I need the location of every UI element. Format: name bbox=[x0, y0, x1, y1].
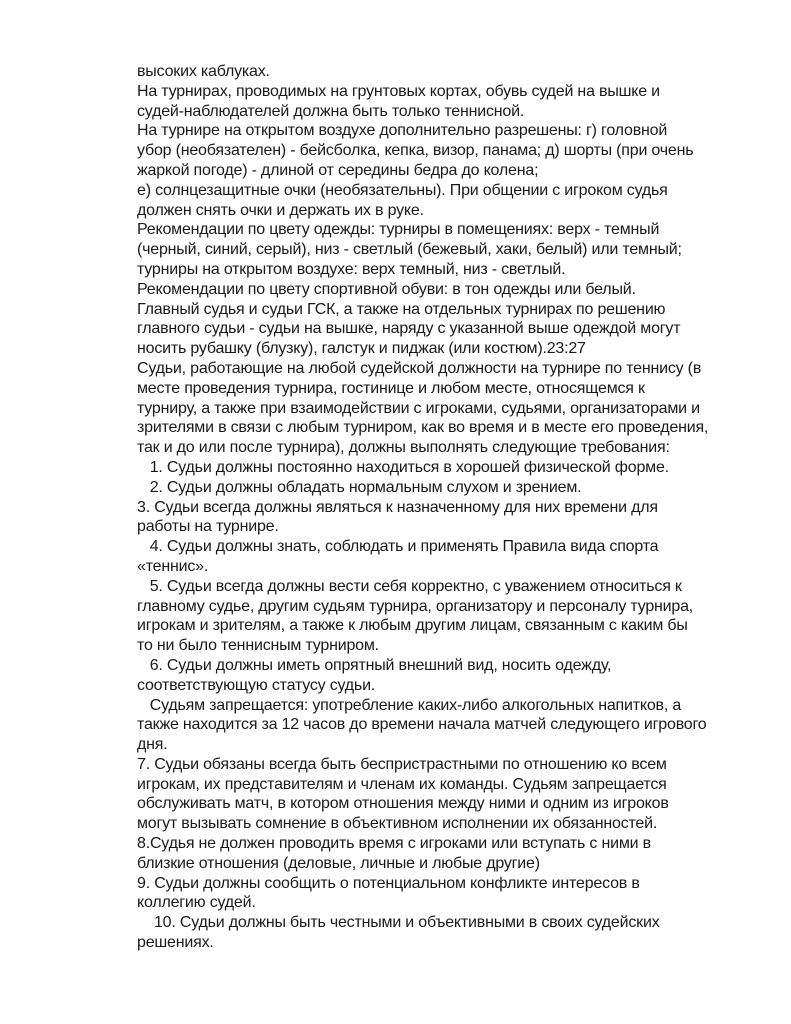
document-text bbox=[137, 62, 791, 953]
text-line: могут вызывать сомнение в объективном исполнении их обязанностей. bbox=[137, 815, 658, 833]
text-line: так и до или после турнира), должны выполнять следующие требования: bbox=[137, 439, 670, 457]
text-line: игрокам, их представителям и членам их команды. Судьям запрещается bbox=[137, 775, 667, 793]
text-line: работы на турнире. bbox=[137, 518, 279, 536]
text-line: обслуживать матч, в котором отношения между ними и одним из игроков bbox=[137, 795, 669, 813]
text-line: должен снять очки и держать их в руке. bbox=[137, 201, 424, 219]
text-line: 9. Судьи должны сообщить о потенциальном конфликте интересов в bbox=[137, 874, 640, 892]
text-line: Рекомендации по цвету одежды: турниры в помещениях: верх - темный bbox=[137, 221, 660, 239]
text-line: (черный, синий, серый), низ - светлый (бежевый, хаки, белый) или темный; bbox=[137, 241, 682, 259]
text-line: е) солнцезащитные очки (необязательны). При общении с игроком судья bbox=[137, 181, 668, 199]
text-line: 5. Судьи всегда должны вести себя корректно, с уважением относиться к bbox=[137, 577, 682, 595]
text-line: главного судьи - судьи на вышке, наряду с указанной выше одеждой могут bbox=[137, 320, 681, 338]
text-line: 10. Судьи должны быть честными и объективными в своих судейских bbox=[137, 914, 660, 932]
text-line: судей-наблюдателей должна быть только теннисной. bbox=[137, 102, 525, 120]
text-line: месте проведения турнира, гостинице и любом месте, относящемся к bbox=[137, 379, 645, 397]
text-line: На турнирах, проводимых на грунтовых кортах, обувь судей на вышке и bbox=[137, 82, 660, 100]
text-line: убор (необязателен) - бейсболка, кепка, визор, панама; д) шорты (при очень bbox=[137, 142, 694, 160]
text-line: Главный судья и судьи ГСК, а также на отдельных турнирах по решению bbox=[137, 300, 666, 318]
text-line: 4. Судьи должны знать, соблюдать и применять Правила вида спорта bbox=[137, 538, 659, 556]
text-line: соответствующую статусу судьи. bbox=[137, 676, 376, 694]
text-line: 6. Судьи должны иметь опрятный внешний вид, носить одежду, bbox=[137, 656, 612, 674]
text-line: дня. bbox=[137, 736, 168, 754]
text-line: 7. Судьи обязаны всегда быть беспристрастными по отношению ко всем bbox=[137, 755, 667, 773]
text-line: Рекомендации по цвету спортивной обуви: в тон одежды или белый. bbox=[137, 280, 636, 298]
text-line: жаркой погоде) - длиной от середины бедра до колена; bbox=[137, 161, 539, 179]
text-line: 1. Судьи должны постоянно находиться в хорошей физической форме. bbox=[137, 458, 669, 476]
text-line: коллегию судей. bbox=[137, 894, 256, 912]
text-line: 3. Судьи всегда должны являться к назначенному для них времени для bbox=[137, 498, 658, 516]
text-line: 8.Судья не должен проводить время с игроками или вступать с ними в bbox=[137, 835, 651, 853]
text-line: турниру, а также при взаимодействии с игроками, судьями, организаторами и bbox=[137, 399, 700, 417]
text-line: На турнире на открытом воздухе дополнительно разрешены: г) головной bbox=[137, 122, 668, 140]
text-line: 2. Судьи должны обладать нормальным слухом и зрением. bbox=[137, 478, 582, 496]
text-line: решениях. bbox=[137, 934, 214, 952]
text-line: турниры на открытом воздухе: верх темный, низ - светлый. bbox=[137, 260, 566, 278]
text-line: зрителями в связи с любым турниром, как во время и в месте его проведения, bbox=[137, 419, 709, 437]
text-line: Судьям запрещается: употребление каких-либо алкогольных напитков, а bbox=[137, 696, 682, 714]
text-line: также находится за 12 часов до времени начала матчей следующего игрового bbox=[137, 716, 707, 734]
text-line: носить рубашку (блузку), галстук и пиджак (или костюм).23:27 bbox=[137, 340, 586, 358]
text-line: Судьи, работающие на любой судейской должности на турнире по теннису (в bbox=[137, 359, 702, 377]
text-line: «теннис». bbox=[137, 557, 209, 575]
text-line: игрокам и зрителям, а также к любым другим лицам, связанным с каким бы bbox=[137, 617, 688, 635]
text-line: то ни было теннисным турниром. bbox=[137, 637, 379, 655]
text-line: высоких каблуках. bbox=[137, 63, 270, 80]
text-line: близкие отношения (деловые, личные и любые другие) bbox=[137, 854, 540, 872]
text-line: главному судье, другим судьям турнира, организатору и персоналу турнира, bbox=[137, 597, 694, 615]
